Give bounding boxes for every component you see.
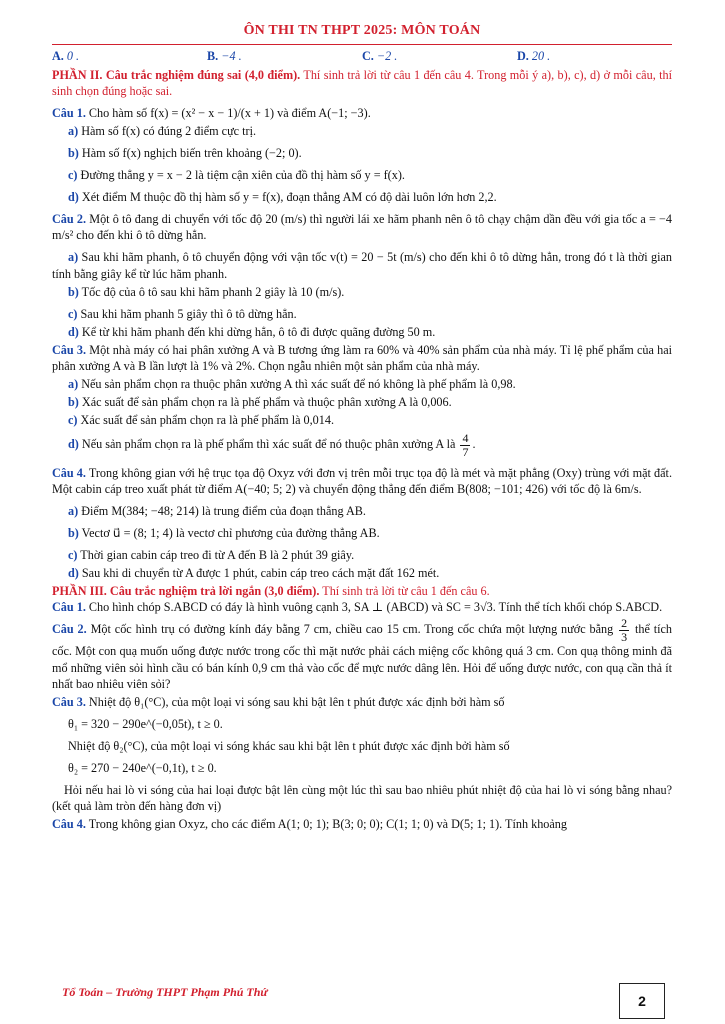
q3-item-d: d) Nếu sản phẩm chọn ra là phế phẩm thì xác suất để nó thuộc phân xưởng A là $\frac{4}{7}$ . [68,431,476,459]
option-c: C. −2 . [362,49,398,64]
q2-item-b: b) Tốc độ của ô tô sau khi hãm phanh 2 giây là 10 (m/s). [68,284,345,299]
p3-q2: Câu 2. Một cốc hình trụ có đường kính đáy bằng 7 cm, chiều cao 15 cm. Trong cốc chứa một lượng nước bằng $\frac{2}{3}$ thể tích cốc. Một con quạ muốn uống được nước trong cốc thì mặt nước phải cách miệng cốc không quá 3 cm. Con quạ thông minh đã mổ những viên sỏi hình cầu có bán kính 0,9 cm thả vào cốc để mực nước dâng lên. Hỏi để uống được nước, con quạ cần thả ít nhất bao nhiêu viên sỏi? [52,616,673,691]
answer-options [52,48,672,64]
footer-school: Tổ Toán – Trường THPT Phạm Phú Thứ [62,985,268,999]
page-header-title: ÔN THI TN THPT 2025: MÔN TOÁN [243,23,481,38]
q4-stem: Câu 4. Trong không gian với hệ trục tọa độ Oxyz với đơn vị trên mỗi trục tọa độ là mét và mặt phẳng (Oxy) trùng với mặt đất. Một cabin cáp treo xuất phát từ điểm A(−40; 5; 2) và chuyển động thẳng đến điểm B(808; −101; 426) với tốc độ là 6m/s. [52,465,672,496]
q4-item-b: b) Vectơ u⃗ = (8; 1; 4) là vectơ chỉ phương của đường thẳng AB. [68,525,380,540]
p3-q3-text2: Nhiệt độ θ₂(°C), của một loại vi sóng khác sau khi bật lên t phút được xác định bởi hàm số [68,738,510,753]
q4-item-a: a) Điểm M(384; −48; 214) là trung điểm của đoạn thẳng AB. [68,503,366,518]
q4-item-d: d) Sau khi di chuyển từ A được 1 phút, cabin cáp treo cách mặt đất 162 mét. [68,566,440,580]
p3-q1: Câu 1. Cho hình chóp S.ABCD có đáy là hình vuông cạnh 3, SA ⊥ (ABCD) và SC = 3√3. Tính thể tích khối chóp S.ABCD. [52,600,663,615]
fraction-2-3: $\frac{2}{3}$ [621,616,628,644]
q2-item-d: d) Kể từ khi hãm phanh đến khi dừng hẳn, ô tô đi được quãng đường 50 m. [68,324,436,339]
option-d: D. 20 . [517,49,551,64]
q3-item-b: b) Xác suất để sản phẩm chọn ra là phế phẩm và thuộc phân xưởng A là 0,006. [68,395,452,410]
header-divider [52,44,672,45]
p3-q3-formula1: θ₁ = 320 − 290e^(−0,05t), t ≥ 0. [68,716,223,731]
q3-stem: Câu 3. Một nhà máy có hai phân xưởng A và B tương ứng làm ra 60% và 40% sản phẩm của nhà máy. Tỉ lệ phế phẩm của hai phân xưởng A và B lần lượt là 1% và 2%. Chọn ngẫu nhiên một sản phẩm của nhà máy. [52,342,672,373]
fraction-4-7: $\frac{4}{7}$ [462,431,469,459]
p3-q3-text3: Hỏi nếu hai lò vi sóng của hai loại được bật lên cùng một lúc thì sau bao nhiêu phút nhiệt độ của hai lò vi sóng bằng nhau? (kết quả làm tròn đến hàng đơn vị) [52,783,672,814]
q3-item-c: c) Xác suất để sản phẩm chọn ra là phế phẩm là 0,014. [68,413,335,428]
q4-item-c: c) Thời gian cabin cáp treo đi từ A đến B là 2 phút 39 giây. [68,547,355,562]
q1-item-c: c) Đường thẳng y = x − 2 là tiệm cận xiên của đồ thị hàm số y = f(x). [68,168,405,183]
q1-item-a: a) Hàm số f(x) có đúng 2 điểm cực trị. [68,123,257,138]
p3-q3-formula2: θ₂ = 270 − 240e^(−0,1t), t ≥ 0. [68,761,217,776]
part2-heading: PHẦN II. Câu trắc nghiệm đúng sai (4,0 điểm). Thí sinh trả lời từ câu 1 đến câu 4. Trong mỗi ý a), b), c), d) ở mỗi câu, thí sinh chọn đúng hoặc sai. [52,67,672,98]
q3-item-a: a) Nếu sản phẩm chọn ra thuộc phân xưởng A thì xác suất để nó không là phế phẩm là 0,98. [68,377,516,392]
document-page [52,0,672,834]
q2-item-c: c) Sau khi hãm phanh 5 giây thì ô tô dừng hẳn. [68,306,297,321]
part3-heading: PHẦN III. Câu trắc nghiệm trả lời ngắn (3,0 điểm). Thí sinh trả lời từ câu 1 đến câu 6. [52,584,490,599]
p3-q4: Câu 4. Trong không gian Oxyz, cho các điểm A(1; 0; 1); B(3; 0; 0); C(1; 1; 0) và D(5; 1; 1). Tính khoảng [52,817,567,832]
option-b: B. −4 . [207,49,242,64]
q1-item-b: b) Hàm số f(x) nghịch biến trên khoảng (−2; 0). [68,145,302,160]
q1-item-d: d) Xét điểm M thuộc đồ thị hàm số y = f(x), đoạn thẳng AM có độ dài luôn lớn hơn 2,2. [68,190,497,205]
q2-item-a: a) Sau khi hãm phanh, ô tô chuyển động với vận tốc v(t) = 20 − 5t (m/s) cho đến khi ô tô dừng hẳn, trong đó t là thời gian tính bằng giây kể từ lúc hãm phanh. [52,250,672,281]
q1-stem: Câu 1. Cho hàm số f(x) = (x² − x − 1)/(x + 1) và điểm A(−1; −3). [52,105,371,120]
option-a: A. 0 . [52,49,80,64]
q2-stem: Câu 2. Một ô tô đang di chuyển với tốc độ 20 (m/s) thì người lái xe hãm phanh nên ô tô chạy chậm dần đều với gia tốc a = −4 m/s² cho đến khi ô tô dừng hẳn. [52,212,672,243]
p3-q3: Câu 3. Nhiệt độ θ₁(°C), của một loại vi sóng sau khi bật lên t phút được xác định bởi hàm số [52,694,505,709]
page-number: 2 [619,983,665,1019]
